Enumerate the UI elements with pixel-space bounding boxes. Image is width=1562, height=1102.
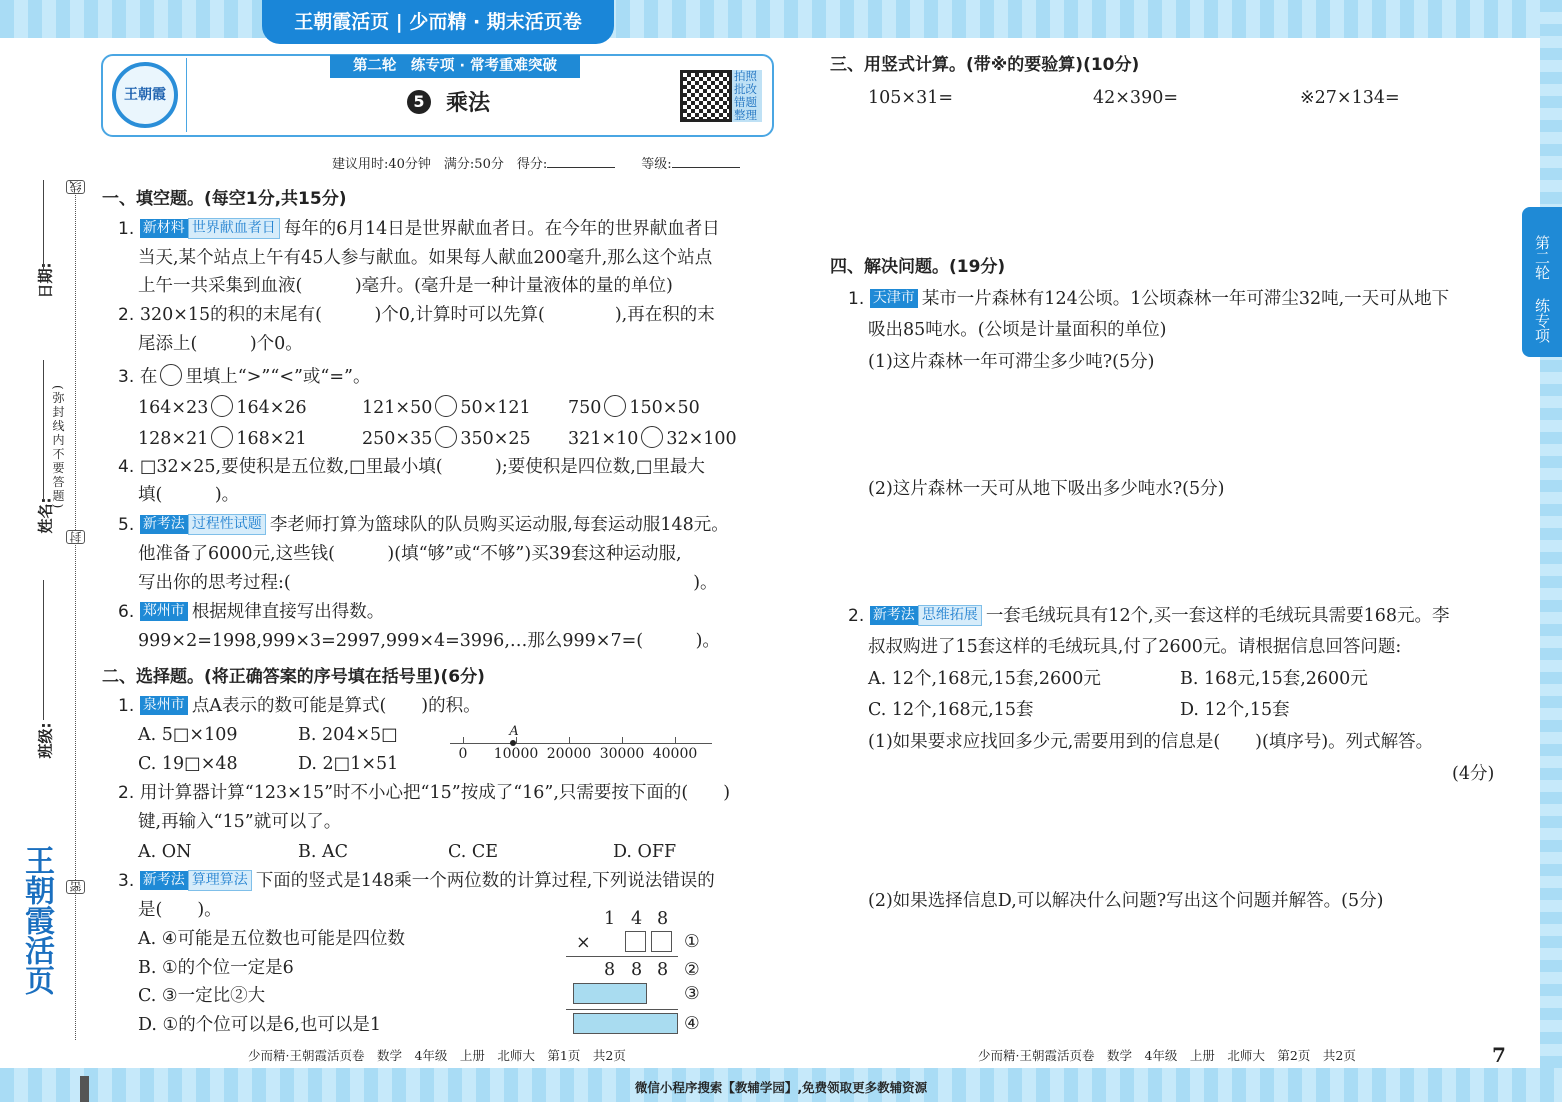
question-line: (2)如果选择信息D,可以解决什么问题?写出这个问题并解答。(5分) (868, 891, 1384, 911)
product-box (573, 1013, 678, 1034)
side-tab: 第二轮 练专项 (1522, 207, 1562, 357)
option[interactable]: D. OFF (613, 842, 677, 862)
seal-mark: 封 (66, 530, 85, 544)
option[interactable]: D. 2□1×51 (298, 754, 399, 774)
question-line: (2)这片森林一天可从地下吸出多少吨水?(5分) (868, 479, 1225, 499)
number-line (450, 743, 712, 744)
exam-meta (332, 154, 740, 176)
option[interactable]: B. AC (298, 842, 349, 862)
tag-badge: 天津市 (870, 289, 918, 308)
seal-mark: 密 (66, 880, 85, 894)
axis-tick (463, 737, 464, 743)
question-line: 5. 新考法 过程性试题 李老师打算为篮球队的队员购买运动服,每套运动服148元。 (118, 515, 729, 535)
option[interactable]: D. ①的个位可以是6,也可以是1 (138, 1015, 382, 1035)
question-line: (1)如果要求应找回多少元,需要用到的信息是( )(填序号)。列式解答。 (868, 732, 1434, 752)
question-line: 尾添上( )个0。 (138, 334, 303, 354)
compare-item: 164×23 164×26 (138, 395, 307, 419)
question-line: 999×2=1998,999×3=2997,999×4=3996,…那么999×7=( )。 (138, 631, 720, 651)
qr-code[interactable] (680, 70, 732, 122)
meta-text: 建议用时:40分钟 满分:50分 得分: (332, 157, 548, 172)
option[interactable]: A. 5□×109 (138, 725, 238, 745)
grade-field[interactable] (672, 167, 740, 168)
compare-item: 321×10 32×100 (568, 426, 737, 450)
seal-line (75, 180, 76, 1040)
option[interactable]: C. 19□×48 (138, 754, 238, 774)
tag-badge: 泉州市 (140, 696, 188, 715)
grade-label: 等级: (641, 157, 672, 172)
compare-circle[interactable] (435, 426, 457, 448)
compare-circle[interactable] (211, 426, 233, 448)
compare-circle[interactable] (211, 395, 233, 417)
logo-badge: 王朝霞 (112, 62, 178, 128)
score-note: (4分) (1452, 764, 1495, 784)
question-line: 是( )。 (138, 900, 222, 920)
divider (186, 58, 187, 132)
compare-item: 250×35 350×25 (362, 426, 531, 450)
option[interactable]: C. ③一定比②大 (138, 986, 266, 1006)
tag-badge: 新材料 (140, 219, 188, 238)
tag-badge: 郑州市 (140, 602, 188, 621)
question-line: 1. 新材料 世界献血者日 每年的6月14日是世界献血者日。在今年的世界献血者日 (118, 219, 720, 239)
info-option: A. 12个,168元,15套,2600元 (868, 669, 1101, 689)
footer-right: 少而精·王朝霞活页卷 数学 4年级 上册 北师大 第2页 共2页 (978, 1048, 1356, 1063)
question-line: 叔叔购进了15套这样的毛绒玩具,付了2600元。请根据信息回答问题: (868, 637, 1402, 657)
class-label: 班级: (36, 722, 55, 759)
question-line: 2. 新考法 思维拓展 一套毛绒玩具有12个,买一套这样的毛绒玩具需要168元。李 (848, 606, 1450, 626)
axis-tick (675, 737, 676, 743)
right-wave-border (1540, 0, 1562, 1102)
tag-badge: 世界献血者日 (188, 218, 280, 239)
banner: 王朝霞活页 | 少而精 · 期末活页卷 (262, 0, 614, 44)
axis-tick (622, 737, 623, 743)
tag-badge: 算理算法 (188, 870, 252, 891)
seal-mark: 线 (66, 180, 85, 194)
section-heading: 四、解决问题。(19分) (830, 257, 1006, 277)
digit-box[interactable] (625, 931, 646, 952)
axis-tick-label: 10000 (493, 746, 539, 762)
round-label: 第二轮 练专项 · 常考重难突破 (330, 55, 580, 78)
info-option: B. 168元,15套,2600元 (1180, 669, 1368, 689)
qr-label: 拍照批改 错题整理 (732, 70, 762, 122)
tag-badge: 新考法 (140, 515, 188, 534)
promo-text: 微信小程序搜索【教辅学园】,免费领取更多教辅资源 (634, 1080, 928, 1095)
axis-tick (569, 737, 570, 743)
axis-tick-label: 30000 (599, 746, 645, 762)
axis-tick-label: 0 (458, 746, 468, 762)
question-line: 1. 天津市 某市一片森林有124公顷。1公顷森林一年可滞尘32吨,一天可从地下 (848, 289, 1450, 309)
info-option: C. 12个,168元,15套 (868, 700, 1034, 720)
brand-logo: 王朝霞活页 (19, 845, 54, 995)
question-line: 2. 320×15的积的末尾有( )个0,计算时可以先算( ),再在积的末 (118, 305, 715, 325)
axis-tick-label: 40000 (652, 746, 698, 762)
section-heading: 二、选择题。(将正确答案的序号填在括号里)(6分) (102, 667, 485, 687)
question-line: 6. 郑州市 根据规律直接写出得数。 (118, 602, 385, 622)
option[interactable]: A. ④可能是五位数也可能是四位数 (138, 929, 405, 949)
top-wave-border (0, 0, 1562, 38)
question-line: 写出你的思考过程:( )。 (138, 573, 718, 593)
tag-badge: 新考法 (140, 871, 188, 890)
name-label: 姓名: (36, 497, 55, 534)
name-field[interactable] (43, 360, 44, 500)
unit-number-badge: 5 (407, 90, 431, 114)
question-line: 4. □32×25,要使积是五位数,□里最小填( );要使积是四位数,□里最大 (118, 457, 705, 477)
partial-product-box (573, 983, 647, 1004)
seal-note: (弥封线内不要答题) (51, 385, 65, 511)
compare-circle[interactable] (604, 395, 626, 417)
question-line: 他准备了6000元,这些钱( )(填“够”或“不够”)买39套这种运动服, (138, 544, 682, 564)
question-line: 键,再输入“15”就可以了。 (138, 812, 342, 832)
calc-item: ※27×134= (1300, 88, 1400, 108)
info-option: D. 12个,15套 (1180, 700, 1290, 720)
compare-circle[interactable] (435, 395, 457, 417)
unit-title: 乘法 (446, 91, 491, 116)
section-heading: 三、用竖式计算。(带※的要验算)(10分) (830, 55, 1140, 75)
question-line: 1. 泉州市 点A表示的数可能是算式( )的积。 (118, 696, 481, 716)
compare-circle[interactable] (641, 426, 663, 448)
footer-left: 少而精·王朝霞活页卷 数学 4年级 上册 北师大 第1页 共2页 (248, 1048, 626, 1063)
question-line: 3. 在 里填上“>”“<”或“=”。 (118, 364, 370, 388)
question-line: 2. 用计算器计算“123×15”时不小心把“15”按成了“16”,只需要按下面的( ) (118, 783, 731, 803)
tag-badge: 思维拓展 (918, 605, 982, 626)
option[interactable]: B. ①的个位一定是6 (138, 958, 294, 978)
question-line: 填( )。 (138, 485, 240, 505)
date-label: 日期: (36, 262, 55, 299)
option[interactable]: C. CE (448, 842, 499, 862)
compare-item: 121×50 50×121 (362, 395, 531, 419)
page-number: 7 (1492, 1043, 1506, 1067)
axis-tick-label: 20000 (546, 746, 592, 762)
class-field[interactable] (43, 580, 44, 720)
option[interactable]: B. 204×5□ (298, 725, 398, 745)
calc-item: 42×390= (1093, 88, 1178, 108)
question-line: 上午一共采集到血液( )毫升。(毫升是一种计量液体的量的单位) (138, 276, 673, 296)
tag-badge: 新考法 (870, 606, 918, 625)
question-line: 吸出85吨水。(公顷是计量面积的单位) (868, 320, 1167, 340)
compare-item: 128×21 168×21 (138, 426, 307, 450)
question-line: (1)这片森林一年可滞尘多少吨?(5分) (868, 352, 1155, 372)
score-field[interactable] (547, 167, 615, 168)
question-line: 当天,某个站点上午有45人参与献血。如果每人献血200毫升,那么这个站点 (138, 248, 713, 268)
question-line: 3. 新考法 算理算法 下面的竖式是148乘一个两位数的计算过程,下列说法错误的 (118, 871, 715, 891)
calc-item: 105×31= (868, 88, 953, 108)
point-a-label: A (509, 724, 519, 739)
tag-badge: 过程性试题 (188, 514, 266, 535)
option[interactable]: A. ON (138, 842, 192, 862)
compare-item: 750 150×50 (568, 395, 700, 419)
digit-box[interactable] (651, 931, 672, 952)
date-field[interactable] (43, 180, 44, 270)
section-heading: 一、填空题。(每空1分,共15分) (102, 189, 347, 209)
